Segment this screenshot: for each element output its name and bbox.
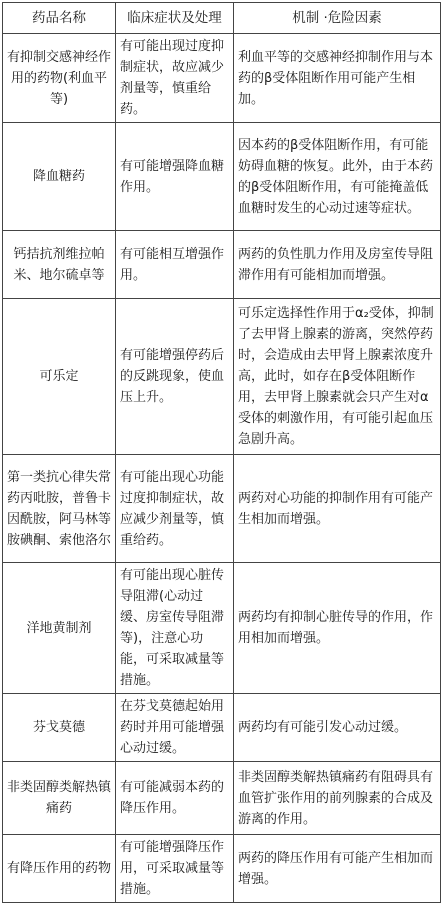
symptom-cell: 有可能出现心功能过度抑制症状，故应减少剂量等，慎重给药。 (116, 455, 234, 563)
header-clinical-symptoms: 临床症状及处理 (116, 3, 234, 34)
table-row (3, 455, 441, 563)
mechanism-cell: 因本药的β受体阻断作用，有可能妨碍血糖的恢复。此外，由于本药的β受体阻断作用，有可能掩盖低血糖时发生的心动过速等症状。 (234, 123, 441, 231)
symptom-cell: 有可能增强降血糖作用。 (116, 123, 234, 231)
table-row (3, 231, 441, 299)
drug-interaction-table (2, 2, 441, 903)
mechanism-cell: 两药均有可能引发心动过缓。 (234, 694, 441, 762)
drug-name-cell: 第一类抗心律失常药丙吡胺，普鲁卡因酰胺，阿马林等胺碘酮、索他洛尔 (3, 455, 116, 563)
drug-name-cell: 可乐定 (3, 299, 116, 455)
mechanism-cell: 两药的负性肌力作用及房室传导阻滞作用有可能相加而增强。 (234, 231, 441, 299)
table-row (3, 299, 441, 455)
drug-name-cell: 洋地黄制剂 (3, 563, 116, 694)
mechanism-cell: 两药的降压作用有可能产生相加而增强。 (234, 835, 441, 903)
header-drug-name: 药品名称 (3, 3, 116, 34)
table-row (3, 123, 441, 231)
drug-name-cell: 芬戈莫德 (3, 694, 116, 762)
table-row (3, 563, 441, 694)
symptom-cell: 有可能相互增强作用。 (116, 231, 234, 299)
symptom-cell: 有可能减弱本药的降压作用。 (116, 762, 234, 835)
table-row (3, 694, 441, 762)
mechanism-cell: 两药均有抑制心脏传导的作用，作用相加而增强。 (234, 563, 441, 694)
symptom-cell: 有可能增强停药后的反跳现象，使血压上升。 (116, 299, 234, 455)
symptom-cell: 有可能增强降压作用，可采取减量等措施。 (116, 835, 234, 903)
table-row (3, 762, 441, 835)
mechanism-cell: 非类固醇类解热镇痛药有阻碍具有血管扩张作用的前列腺素的合成及游离的作用。 (234, 762, 441, 835)
table-header-row (3, 3, 441, 34)
symptom-cell: 有可能出现心脏传导阻滞(心动过缓、房室传导阻滞等)，注意心功能，可采取减量等措施。 (116, 563, 234, 694)
drug-name-cell: 钙拮抗剂维拉帕米、地尔硫卓等 (3, 231, 116, 299)
header-mechanism: 机制 ·危险因素 (234, 3, 441, 34)
drug-name-cell: 降血糖药 (3, 123, 116, 231)
mechanism-cell: 利血平等的交感神经抑制作用与本药的β受体阻断作用可能产生相加。 (234, 34, 441, 123)
drug-name-cell: 有抑制交感神经作用的药物(利血平等) (3, 34, 116, 123)
mechanism-cell: 可乐定选择性作用于α₂受体，抑制了去甲肾上腺素的游离，突然停药时，会造成由去甲肾上腺素浓度升高，此时，如存在β受体阻断作用，去甲肾上腺素就会只产生对α受体的刺激作用，有可能引起血压急剧升高。 (234, 299, 441, 455)
table-row (3, 835, 441, 903)
drug-name-cell: 有降压作用的药物 (3, 835, 116, 903)
mechanism-cell: 两药对心功能的抑制作用有可能产生相加而增强。 (234, 455, 441, 563)
symptom-cell: 有可能出现过度抑制症状，故应减少剂量等，慎重给药。 (116, 34, 234, 123)
symptom-cell: 在芬戈莫德起始用药时并用可能增强心动过缓。 (116, 694, 234, 762)
drug-name-cell: 非类固醇类解热镇痛药 (3, 762, 116, 835)
table-row (3, 34, 441, 123)
